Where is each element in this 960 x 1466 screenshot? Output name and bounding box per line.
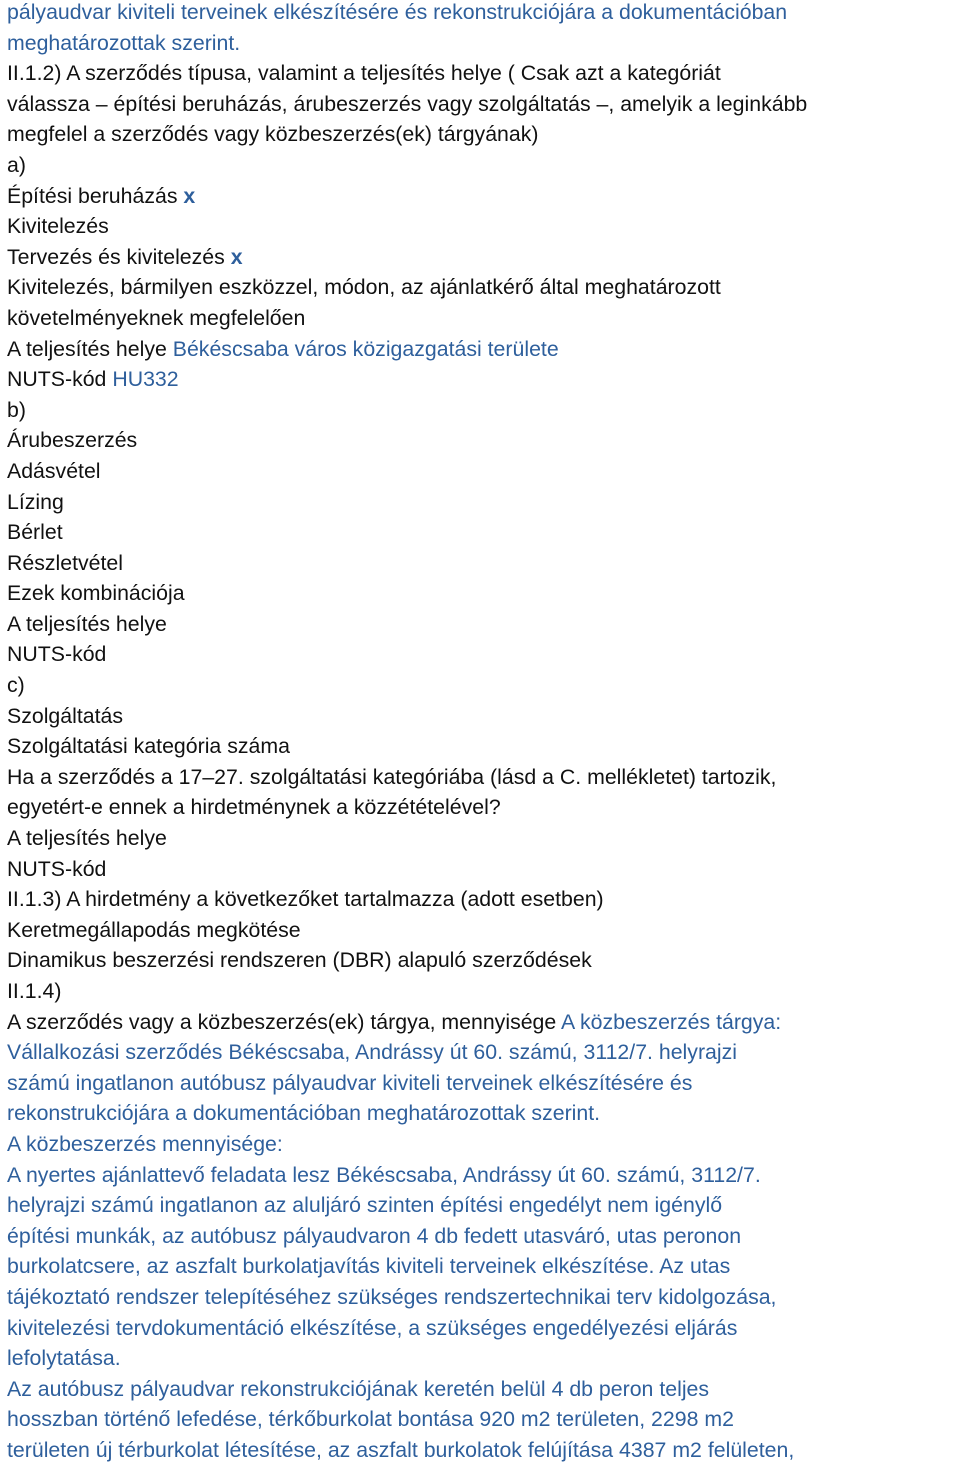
- form-label-text: II.1.3) A hirdetmény a következőket tartalmazza (adott esetben): [7, 887, 604, 912]
- text-line: [7, 1068, 957, 1099]
- text-line: [7, 578, 957, 609]
- form-label-text: A teljesítés helye: [7, 611, 167, 636]
- text-line: [7, 28, 957, 59]
- form-label-text: Adásvétel: [7, 458, 101, 483]
- text-line: [7, 1435, 957, 1466]
- filled-value-text: Az autóbusz pályaudvar rekonstrukciójának keretén belül 4 db peron teljes: [7, 1376, 710, 1401]
- text-line: [7, 89, 957, 120]
- text-line: [7, 334, 957, 365]
- form-label-text: c): [7, 673, 25, 698]
- text-line: [7, 1037, 957, 1068]
- text-line: [7, 639, 957, 670]
- text-line: [7, 945, 957, 976]
- filled-value-text: A közbeszerzés mennyisége:: [7, 1131, 283, 1156]
- text-line: [7, 425, 957, 456]
- text-line: [7, 1221, 957, 1252]
- filled-value-text: A nyertes ajánlattevő feladata lesz Békéscsaba, Andrássy út 60. számú, 3112/7.: [7, 1162, 761, 1187]
- form-label-text: Szolgáltatási kategória száma: [7, 734, 290, 759]
- text-line: [7, 395, 957, 426]
- text-line: [7, 1343, 957, 1374]
- text-line: [7, 1282, 957, 1313]
- form-label-text: Lízing: [7, 489, 64, 514]
- filled-value-text: HU332: [112, 367, 179, 392]
- text-line: [7, 823, 957, 854]
- text-line: [7, 976, 957, 1007]
- filled-value-text: kivitelezési tervdokumentáció elkészítése, a szükséges engedélyezési eljárás: [7, 1315, 738, 1340]
- text-line: [7, 1190, 957, 1221]
- text-line: [7, 884, 957, 915]
- form-label-text: Kivitelezés: [7, 214, 109, 239]
- form-label-text: NUTS-kód: [7, 642, 107, 667]
- text-line: [7, 517, 957, 548]
- text-line: [7, 1098, 957, 1129]
- form-label-text: Dinamikus beszerzési rendszeren (DBR) alapuló szerződések: [7, 948, 592, 973]
- form-label-text: II.1.4): [7, 979, 62, 1003]
- text-line: [7, 181, 957, 212]
- filled-value-text: területen új térburkolat létesítése, az aszfalt burkolatok felújítása 4387 m2 felületen,: [7, 1437, 795, 1462]
- filled-value-text: meghatározottak szerint.: [7, 30, 241, 55]
- text-line: [7, 0, 957, 28]
- form-label-text: b): [7, 397, 26, 422]
- form-label-text: egyetért-e ennek a hirdetménynek a közzétételével?: [7, 795, 501, 820]
- form-label-text: Árubeszerzés: [7, 428, 138, 453]
- text-line: [7, 1313, 957, 1344]
- filled-value-text: tájékoztató rendszer telepítéséhez szükséges rendszertechnikai terv kidolgozása,: [7, 1284, 777, 1309]
- filled-value-text: számú ingatlanon autóbusz pályaudvar kiviteli terveinek elkészítésére és: [7, 1070, 693, 1095]
- form-label-text: A teljesítés helye: [7, 826, 167, 851]
- form-label-text: NUTS-kód: [7, 856, 107, 881]
- text-line: [7, 1160, 957, 1191]
- filled-value-text: pályaudvar kiviteli terveinek elkészítésére és rekonstrukciójára a dokumentációban: [7, 0, 788, 24]
- text-line: [7, 915, 957, 946]
- text-line: [7, 854, 957, 885]
- text-line: [7, 609, 957, 640]
- text-line: [7, 792, 957, 823]
- text-line: [7, 731, 957, 762]
- text-line: [7, 670, 957, 701]
- form-label-text: Bérlet: [7, 520, 63, 545]
- form-label-text: A szerződés vagy a közbeszerzés(ek) tárgya, mennyisége: [7, 1009, 561, 1034]
- text-line: [7, 456, 957, 487]
- text-line: [7, 762, 957, 793]
- text-line: [7, 1129, 957, 1160]
- form-label-text: Ezek kombinációja: [7, 581, 185, 606]
- filled-value-text: építési munkák, az autóbusz pályaudvaron 4 db fedett utasváró, utas peronon: [7, 1223, 742, 1248]
- document-text: [7, 0, 957, 1466]
- text-line: [7, 272, 957, 303]
- text-line: [7, 150, 957, 181]
- filled-value-text: lefolytatása.: [7, 1346, 121, 1371]
- text-line: [7, 58, 957, 89]
- filled-value-text: A közbeszerzés tárgya:: [561, 1009, 782, 1034]
- text-line: [7, 1374, 957, 1405]
- form-label-text: A teljesítés helye: [7, 336, 173, 361]
- text-line: [7, 211, 957, 242]
- text-line: [7, 119, 957, 150]
- form-label-text: Kivitelezés, bármilyen eszközzel, módon, az ajánlatkérő által meghatározott: [7, 275, 721, 300]
- form-label-text: NUTS-kód: [7, 367, 113, 392]
- text-line: [7, 303, 957, 334]
- text-line: [7, 487, 957, 518]
- filled-value-text: Vállalkozási szerződés Békéscsaba, Andrássy út 60. számú, 3112/7. helyrajzi: [7, 1040, 737, 1065]
- form-label-text: Keretmegállapodás megkötése: [7, 917, 301, 942]
- text-line: [7, 1404, 957, 1435]
- text-line: [7, 1007, 957, 1038]
- form-label-text: a): [7, 152, 26, 177]
- form-label-text: válassza – építési beruházás, árubeszerzés vagy szolgáltatás –, amelyik a leginkább: [7, 91, 808, 116]
- form-label-text: Tervezés és kivitelezés: [7, 244, 231, 269]
- form-label-text: Építési beruházás: [7, 183, 184, 208]
- filled-value-text: rekonstrukciójára a dokumentációban meghatározottak szerint.: [7, 1101, 601, 1126]
- text-line: [7, 1251, 957, 1282]
- text-line: [7, 242, 957, 273]
- text-line: [7, 701, 957, 732]
- filled-value-text: Békéscsaba város közigazgatási területe: [172, 336, 559, 361]
- form-label-text: Részletvétel: [7, 550, 123, 575]
- text-line: [7, 548, 957, 579]
- selection-mark: x: [183, 183, 196, 208]
- text-line: [7, 364, 957, 395]
- filled-value-text: helyrajzi számú ingatlanon az aluljáró szinten építési engedélyt nem igénylő: [7, 1193, 723, 1218]
- form-label-text: Szolgáltatás: [7, 703, 124, 728]
- form-label-text: megfelel a szerződés vagy közbeszerzés(ek) tárgyának): [7, 122, 539, 147]
- selection-mark: x: [230, 244, 243, 269]
- filled-value-text: burkolatcsere, az aszfalt burkolatjavítás kiviteli terveinek elkészítése. Az utas: [7, 1254, 731, 1279]
- form-label-text: II.1.2) A szerződés típusa, valamint a teljesítés helye ( Csak azt a kategóriát: [7, 61, 721, 86]
- filled-value-text: hosszban történő lefedése, térkőburkolat bontása 920 m2 területen, 2298 m2: [7, 1407, 734, 1432]
- form-label-text: követelményeknek megfelelően: [7, 305, 306, 330]
- form-label-text: Ha a szerződés a 17–27. szolgáltatási kategóriába (lásd a C. mellékletet) tartozik,: [7, 764, 777, 789]
